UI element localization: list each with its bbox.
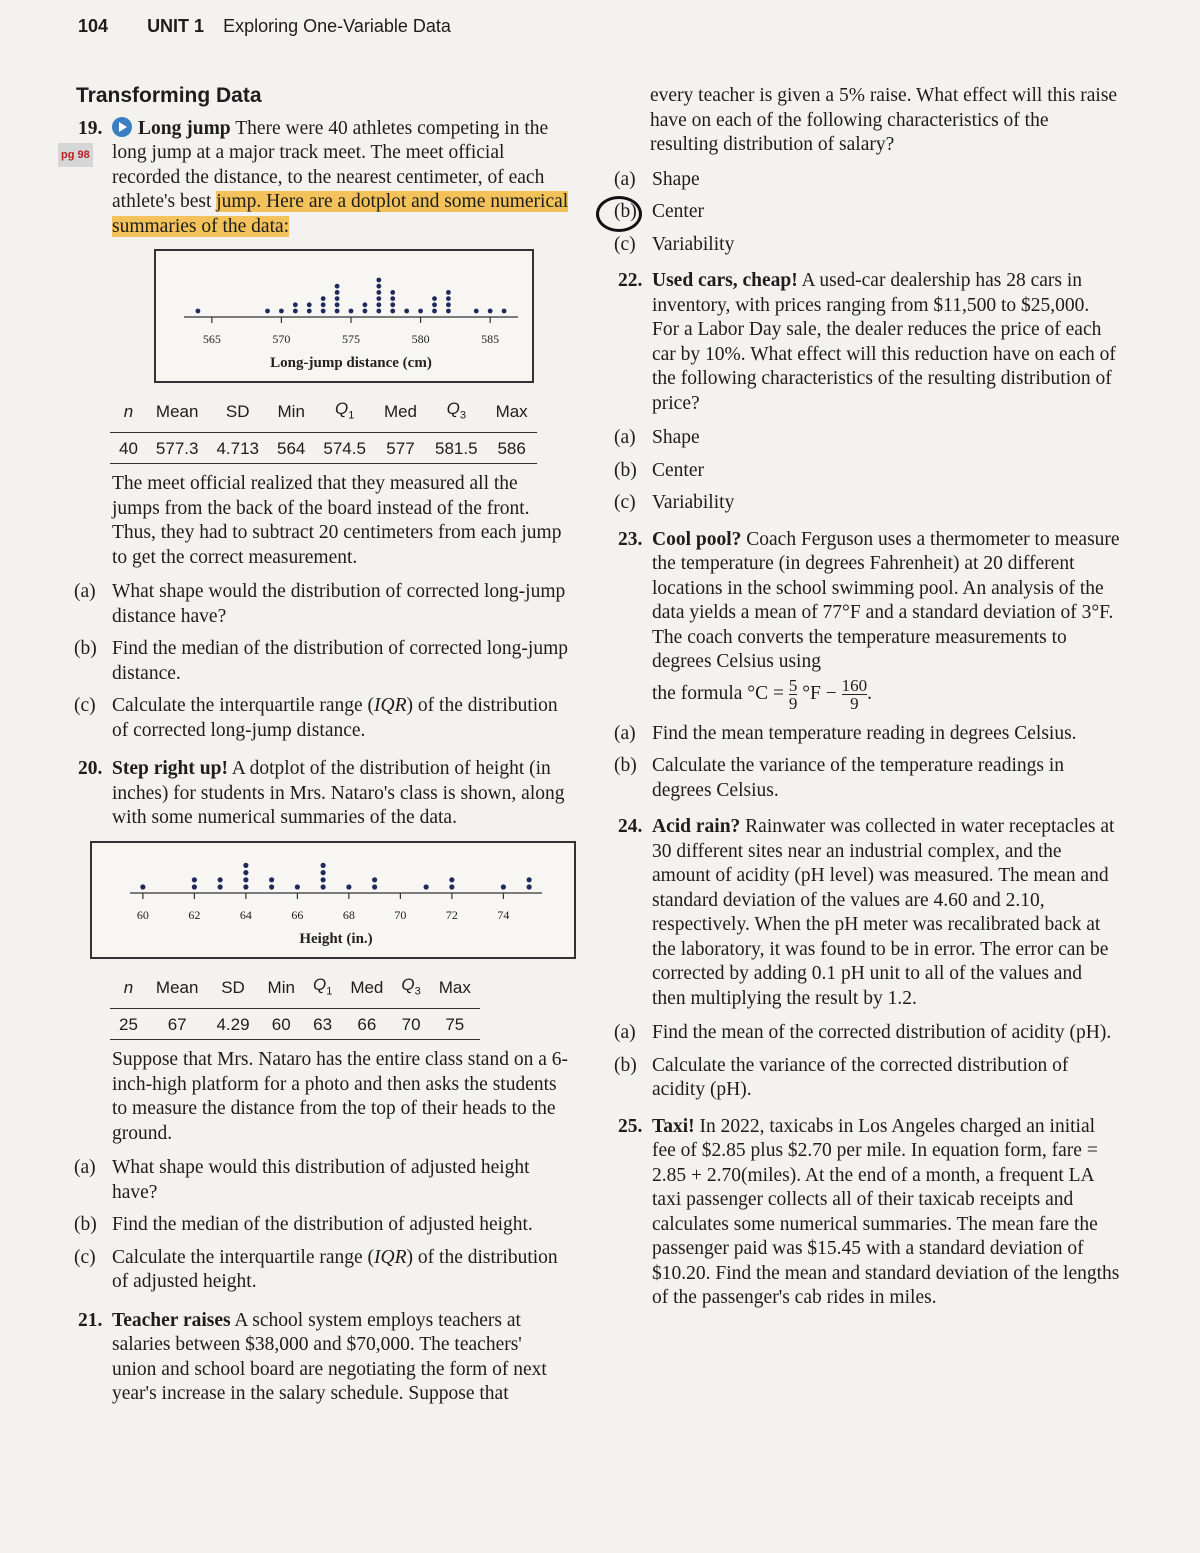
tick-label: 74 [497, 907, 510, 922]
fraction-numerator: 160 [841, 675, 868, 695]
part-text: Calculate the variance of the temperature readings in degrees Celsius. [652, 755, 1065, 801]
tick-label: 68 [342, 907, 355, 922]
long-jump-stats-table [110, 395, 537, 464]
fraction-five-ninths [789, 677, 798, 712]
axis-title: Long-jump distance (cm) [270, 355, 432, 371]
data-dot [192, 877, 197, 882]
problem-25 [610, 1115, 1120, 1311]
data-dot [265, 309, 270, 314]
data-dot [279, 309, 284, 314]
stats-header-q1: $Q_1$ [304, 971, 341, 1008]
stats-value-max: 586 [487, 432, 537, 464]
part-text: Calculate the interquartile range ( [112, 1246, 375, 1268]
page-reference-badge: pg 98 [58, 143, 93, 168]
long-jump-dotplot-svg [156, 251, 532, 381]
stats-header-n: n [110, 971, 147, 1008]
problem-19-part-c [70, 694, 570, 743]
stats-header-q3: $Q_3$ [392, 971, 429, 1008]
data-dot [527, 884, 532, 889]
part-label: (b) [614, 201, 637, 222]
iqr-abbrev: IQR [374, 695, 407, 717]
data-dot [363, 302, 368, 307]
data-dot [218, 884, 223, 889]
problem-text: In 2022, taxicabs in Los Angeles charged an initial fee of $2.85 plus $2.70 per mile. In equation form, fare = 2.85 + 2.70(miles). At the end of a month, a frequent LA taxi passenger collects all of their taxicab receipts and calculates some numerical summaries. The mean fare the passenger paid was $15.45 with a standard deviation of $10.20. Find the mean and standard deviation of the lengths of the passenger's cab rides in miles. [652, 1115, 1120, 1308]
stats-header-sd: SD [207, 395, 268, 432]
part-text: Shape [652, 168, 700, 190]
iqr-abbrev: IQR [374, 1246, 407, 1268]
problem-text: Coach Ferguson uses a thermometer to measure the temperature (in degrees Fahrenheit) at 20 different locations in the school swimming pool. An analysis of the data yields a mean of 77°F and a standard deviation of 3°F. The coach converts the temperature measurements to degrees Celsius using [652, 528, 1120, 672]
part-label: (c) [74, 1246, 96, 1268]
part-label: (b) [74, 638, 97, 660]
problem-20-part-a [70, 1156, 570, 1205]
problem-number: 20. [78, 758, 103, 780]
data-dot [293, 302, 298, 307]
part-label: (a) [614, 1022, 636, 1043]
stats-value-max: 75 [430, 1008, 480, 1040]
problem-23 [610, 528, 1120, 712]
data-dot [321, 877, 326, 882]
problem-21-part-a [610, 168, 1120, 193]
stats-value-mean: 577.3 [147, 432, 208, 464]
conversion-formula [652, 677, 1120, 712]
axis-title: Height (in.) [299, 930, 373, 947]
formula-text: the formula °C = [652, 682, 784, 704]
problem-title: Taxi! [652, 1115, 695, 1137]
problem-19-context: The meet official realized that they measured all the jumps from the back of the board instead of the front. Thus, they had to subtract 20 centimeters from each jump to get the correct measurement. [112, 473, 562, 568]
part-label: (a) [74, 1157, 96, 1179]
part-text: Center [652, 201, 704, 222]
data-dot [418, 309, 423, 314]
unit-title: Exploring One-Variable Data [223, 16, 451, 36]
problem-text: A used-car dealership has 28 cars in inventory, with prices ranging from $11,500 to $25,000. For a Labor Day sale, the dealer reduces the price of each car by 10%. What effect will this reduction have on each of the following characteristics of the resulting distribution of price? [652, 270, 1116, 414]
data-dot [196, 309, 201, 314]
problem-23-part-b [610, 754, 1120, 803]
data-dot [307, 302, 312, 307]
long-jump-dotplot [154, 249, 534, 383]
data-dot [243, 863, 248, 868]
height-dotplot [90, 841, 576, 959]
play-video-icon[interactable] [112, 117, 132, 137]
problem-title: Long jump [138, 117, 231, 139]
data-dot [243, 870, 248, 875]
unit-label: UNIT 1 [147, 16, 205, 36]
problem-20-part-c [70, 1246, 570, 1295]
data-dot [376, 309, 381, 314]
problem-title: Teacher raises [112, 1309, 231, 1331]
stats-header-min: Min [259, 971, 304, 1008]
height-stats-table [110, 971, 480, 1040]
stats-header-max: Max [430, 971, 480, 1008]
data-dot [446, 309, 451, 314]
data-dot [293, 309, 298, 314]
data-dot [432, 296, 437, 301]
stats-value-min: 60 [259, 1008, 304, 1040]
data-dot [243, 884, 248, 889]
left-column [61, 84, 570, 1417]
page-number: 104 [78, 16, 109, 36]
problem-number: 21. [78, 1309, 103, 1331]
data-dot [335, 290, 340, 295]
problem-text: A dotplot of the distribution of height (in inches) for students in Mrs. Nataro's class is shown, along with some numerical summaries of the data. [112, 758, 565, 829]
problem-number: 24. [618, 816, 643, 837]
problem-19-part-b [70, 637, 570, 686]
data-dot [376, 302, 381, 307]
stats-header-mean: Mean [147, 971, 208, 1008]
data-dot [376, 296, 381, 301]
problem-21 [70, 1309, 570, 1407]
highlighted-text: jump. Here are a dotplot and some numerical summaries of the data: [112, 191, 569, 237]
data-dot [321, 884, 326, 889]
problem-24 [610, 815, 1120, 1011]
stats-header-row [110, 395, 537, 432]
problem-19-part-a [70, 580, 570, 629]
stats-value-n: 40 [110, 432, 147, 464]
part-text: ) of the distribution of corrected long-jump distance. [112, 695, 558, 741]
data-dot [140, 884, 145, 889]
data-dot [390, 309, 395, 314]
stats-value-n: 25 [110, 1008, 147, 1040]
part-text: Variability [652, 233, 735, 255]
part-label: (a) [74, 581, 96, 603]
data-dot [335, 296, 340, 301]
stats-value-row [110, 432, 537, 464]
problem-number: 19. [78, 117, 103, 139]
problem-number: 25. [618, 1115, 643, 1137]
data-dot [446, 296, 451, 301]
data-dot [372, 884, 377, 889]
data-dot [432, 302, 437, 307]
problem-24-part-a [610, 1021, 1120, 1046]
stats-header-med: Med [341, 971, 392, 1008]
data-dot [474, 309, 479, 314]
data-dot [363, 309, 368, 314]
section-title: Transforming Data [76, 84, 262, 107]
data-dot [446, 290, 451, 295]
problem-title: Cool pool? [652, 528, 742, 550]
problem-title: Step right up! [112, 758, 228, 780]
data-dot [404, 309, 409, 314]
problem-20-part-b [70, 1213, 570, 1238]
part-text: Find the mean of the corrected distribution of acidity (pH). [652, 1022, 1112, 1043]
stats-value-q1: 574.5 [314, 432, 375, 464]
data-dot [501, 884, 506, 889]
part-label: (c) [614, 492, 636, 513]
data-dot [321, 870, 326, 875]
data-dot [449, 877, 454, 882]
data-dot [269, 884, 274, 889]
data-dot [390, 296, 395, 301]
data-dot [218, 877, 223, 882]
part-text: Shape [652, 427, 700, 448]
formula-text: °F − [802, 682, 837, 704]
stats-header-min: Min [268, 395, 314, 432]
data-dot [527, 877, 532, 882]
part-label: (b) [614, 459, 637, 481]
height-dotplot-svg [92, 843, 574, 957]
data-dot [376, 284, 381, 289]
data-dot [446, 302, 451, 307]
handwritten-circle-mark [596, 196, 642, 232]
problem-22-part-a [610, 426, 1120, 451]
part-text: Find the median of the distribution of adjusted height. [112, 1214, 533, 1236]
part-label: (b) [614, 1054, 637, 1076]
fraction-denominator: 9 [850, 693, 859, 713]
stats-value-q3: 70 [392, 1008, 429, 1040]
stats-header-mean: Mean [147, 395, 208, 432]
stats-header-sd: SD [207, 971, 258, 1008]
part-text: Variability [652, 492, 735, 513]
stats-value-sd: 4.29 [207, 1008, 258, 1040]
problem-24-part-b [610, 1054, 1120, 1103]
data-dot [432, 309, 437, 314]
stats-header-q1: $Q_1$ [314, 395, 375, 432]
stats-header-q3: $Q_3$ [426, 395, 487, 432]
data-dot [321, 302, 326, 307]
part-text: Center [652, 459, 704, 481]
stats-header-row [110, 971, 480, 1008]
stats-value-sd: 4.713 [207, 432, 268, 464]
problem-19 [61, 117, 570, 240]
data-dot [376, 278, 381, 283]
stats-header-max: Max [487, 395, 537, 432]
tick-label: 565 [202, 332, 221, 346]
problem-22-part-b [610, 459, 1120, 484]
part-text: ) of the distribution of adjusted height. [112, 1246, 558, 1293]
right-column [610, 84, 1120, 1321]
problem-21-part-b [610, 200, 1120, 225]
part-label: (c) [614, 233, 636, 255]
data-dot [372, 877, 377, 882]
part-text: What shape would the distribution of corrected long-jump distance have? [112, 581, 566, 627]
part-text: What shape would this distribution of adjusted height have? [112, 1157, 530, 1203]
data-dot [321, 296, 326, 301]
data-dot [335, 284, 340, 289]
stats-header-med: Med [375, 395, 426, 432]
part-label: (b) [74, 1214, 97, 1236]
problem-title: Used cars, cheap! [652, 270, 798, 291]
data-dot [335, 302, 340, 307]
tick-label: 575 [342, 332, 360, 346]
part-text: Calculate the interquartile range ( [112, 695, 375, 717]
tick-label: 585 [481, 332, 500, 346]
data-dot [502, 309, 507, 314]
problem-text: Rainwater was collected in water receptacles at 30 different sites near an industrial complex, and the amount of acidity (pH level) was measured. The mean and standard deviation of the values are 4.60 and 2.10, respectively. When the pH meter was recalibrated back at the laboratory, it was found to be in error. The error can be corrected by adding 0.1 pH unit to all of the values and then multiplying the result by 1.2. [652, 816, 1115, 1009]
problem-title: Acid rain? [652, 816, 741, 837]
problem-20 [70, 757, 570, 831]
stats-value-min: 564 [268, 432, 314, 464]
problem-text: There were 40 athletes competing in the long jump at a major track meet. The meet official recorded the distance, to the nearest centimeter, of each athlete's best [112, 117, 549, 212]
problem-23-part-a [610, 722, 1120, 747]
data-dot [269, 877, 274, 882]
stats-value-row [110, 1008, 480, 1040]
data-dot [346, 884, 351, 889]
problem-21-part-c [610, 233, 1120, 258]
data-dot [424, 884, 429, 889]
stats-value-q3: 581.5 [426, 432, 487, 464]
data-dot [295, 884, 300, 889]
stats-value-med: 66 [341, 1008, 392, 1040]
part-label: (c) [74, 695, 96, 717]
data-dot [376, 290, 381, 295]
stats-header-n: n [110, 395, 147, 432]
tick-label: 64 [239, 907, 252, 922]
data-dot [192, 884, 197, 889]
problem-21-continued: every teacher is given a 5% raise. What effect will this raise have on each of the following characteristics of the resulting distribution of salary? [650, 85, 1118, 155]
tick-label: 60 [136, 907, 149, 922]
part-text: Find the mean temperature reading in degrees Celsius. [652, 722, 1077, 744]
part-label: (a) [614, 168, 636, 190]
part-text: Find the median of the distribution of corrected long-jump distance. [112, 638, 568, 684]
data-dot [307, 309, 312, 314]
data-dot [335, 309, 340, 314]
part-label: (b) [614, 755, 637, 776]
data-dot [321, 863, 326, 868]
problem-number: 22. [618, 270, 643, 291]
tick-label: 570 [272, 332, 291, 346]
data-dot [321, 309, 326, 314]
part-text: Calculate the variance of the corrected distribution of acidity (pH). [652, 1054, 1069, 1100]
problem-number: 23. [618, 528, 643, 550]
problem-22-part-c [610, 491, 1120, 516]
tick-label: 62 [188, 907, 201, 922]
tick-label: 580 [411, 332, 430, 346]
data-dot [449, 884, 454, 889]
fraction-denominator: 9 [788, 693, 798, 713]
tick-label: 72 [445, 907, 458, 922]
part-label: (a) [614, 722, 636, 744]
stats-value-q1: 63 [304, 1008, 341, 1040]
data-dot [390, 302, 395, 307]
data-dot [243, 877, 248, 882]
fraction-numerator: 5 [788, 675, 798, 695]
page-header [78, 16, 451, 37]
data-dot [488, 309, 493, 314]
problem-20-context: Suppose that Mrs. Nataro has the entire class stand on a 6-inch-high platform for a photo and then asks the students to measure the distance from the top of their heads to the ground. [112, 1049, 568, 1144]
data-dot [390, 290, 395, 295]
tick-label: 66 [291, 907, 304, 922]
part-label: (a) [614, 427, 636, 448]
problem-text: A school system employs teachers at salaries between $38,000 and $70,000. The teachers' union and school board are negotiating the form of next year's increase in the salary schedule. Suppose that [112, 1309, 547, 1405]
fraction-160-ninths [842, 677, 868, 712]
data-dot [349, 309, 354, 314]
problem-22 [610, 269, 1120, 416]
stats-value-mean: 67 [147, 1008, 208, 1040]
formula-text: . [867, 682, 872, 704]
stats-value-med: 577 [375, 432, 426, 464]
tick-label: 70 [394, 907, 407, 922]
